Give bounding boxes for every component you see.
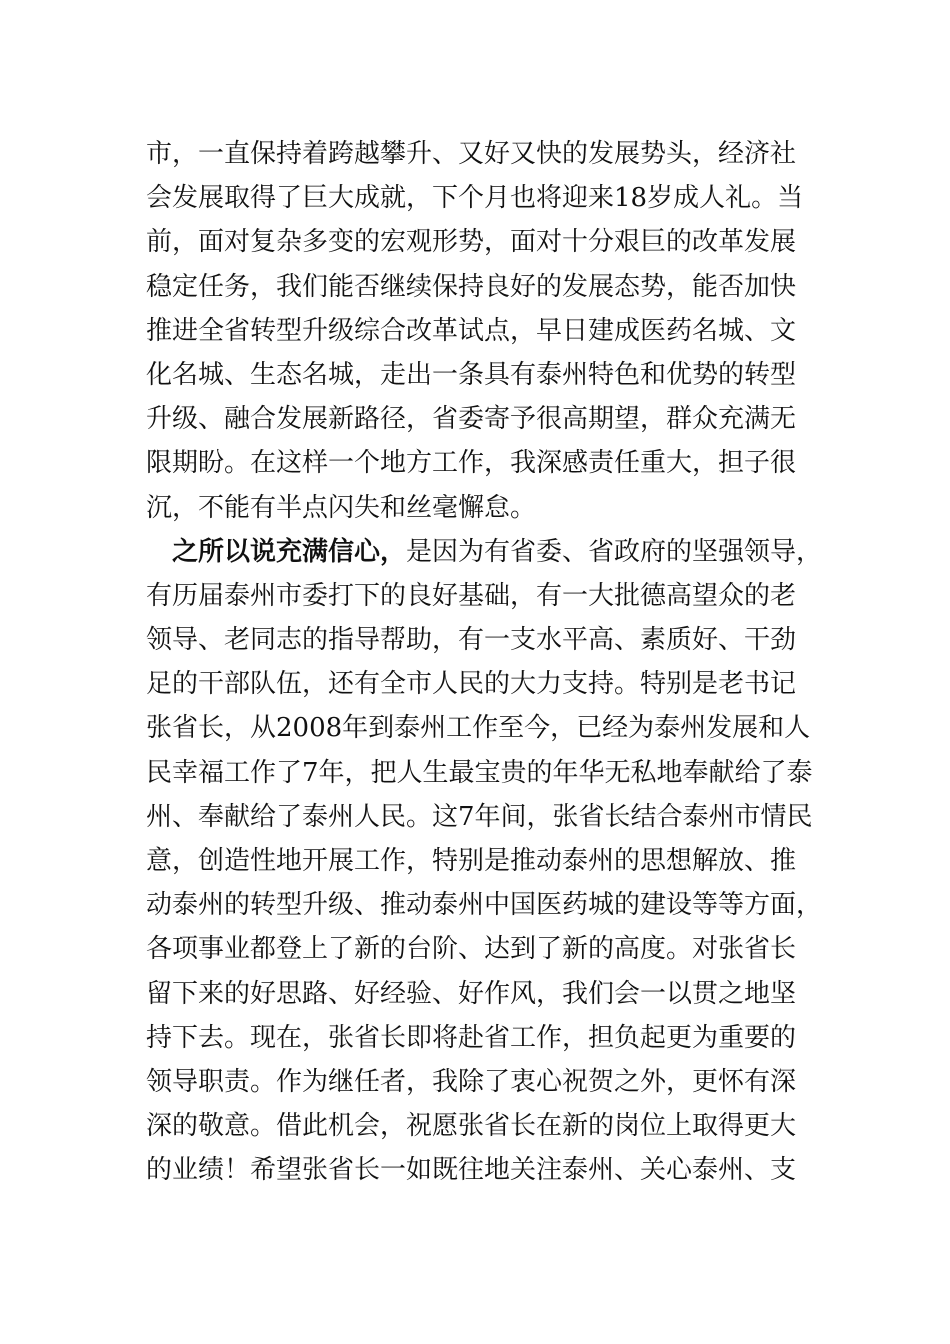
text-line: 领导、老同志的指导帮助，有一支水平高、素质好、干劲 (146, 625, 797, 656)
text-line: 化名城、生态名城，走出一条具有泰州特色和优势的转型 (146, 359, 797, 390)
text-line: 民幸福工作了7年，把人生最宝贵的年华无私地奉献给了泰 (146, 757, 813, 788)
text-line: 市，一直保持着跨越攀升、又好又快的发展势头，经济社 (146, 139, 797, 169)
text-line: 沉，不能有半点闪失和丝毫懈怠。 (146, 492, 537, 523)
text-line-rest: 是因为有省委、省政府的坚强领导， (406, 536, 823, 567)
text-line: 前，面对复杂多变的宏观形势，面对十分艰巨的改革发展 (146, 227, 797, 258)
text-line: 会发展取得了巨大成就，下个月也将迎来18岁成人礼。当 (146, 183, 804, 214)
text-line-first (146, 530, 823, 574)
paragraph-1 (146, 132, 816, 530)
text-line: 限期盼。在这样一个地方工作，我深感责任重大，担子很 (146, 448, 797, 479)
text-line: 升级、融合发展新路径，省委寄予很高期望，群众充满无 (146, 404, 797, 435)
text-line: 有历届泰州市委打下的良好基础，有一大批德高望众的老 (146, 580, 797, 611)
text-line: 的业绩！希望张省长一如既往地关注泰州、关心泰州、支 (146, 1155, 797, 1186)
text-line: 各项事业都登上了新的台阶、达到了新的高度。对张省长 (146, 934, 797, 965)
paragraph-lead: 之所以说充满信心， (172, 536, 407, 567)
text-line: 意，创造性地开展工作，特别是推动泰州的思想解放、推 (146, 846, 797, 876)
text-line: 留下来的好思路、好经验、好作风，我们会一以贯之地坚 (146, 978, 797, 1009)
text-line: 持下去。现在，张省长即将赴省工作，担负起更为重要的 (146, 1022, 797, 1053)
text-line: 张省长，从2008年到泰州工作至今，已经为泰州发展和人 (146, 713, 811, 744)
paragraph-2 (146, 530, 823, 1193)
text-line: 推进全省转型升级综合改革试点，早日建成医药名城、文 (146, 315, 797, 346)
text-line: 足的干部队伍，还有全市人民的大力支持。特别是老书记 (146, 669, 797, 700)
body-text (146, 132, 823, 1193)
text-line: 州、奉献给了泰州人民。这7年间，张省长结合泰州市情民 (146, 801, 813, 832)
text-line: 领导职责。作为继任者，我除了衷心祝贺之外，更怀有深 (146, 1066, 797, 1097)
text-line: 深的敬意。借此机会，祝愿张省长在新的岗位上取得更大 (146, 1111, 797, 1142)
text-line: 动泰州的转型升级、推动泰州中国医药城的建设等等方面， (146, 890, 823, 921)
text-line: 稳定任务，我们能否继续保持良好的发展态势，能否加快 (146, 271, 797, 302)
